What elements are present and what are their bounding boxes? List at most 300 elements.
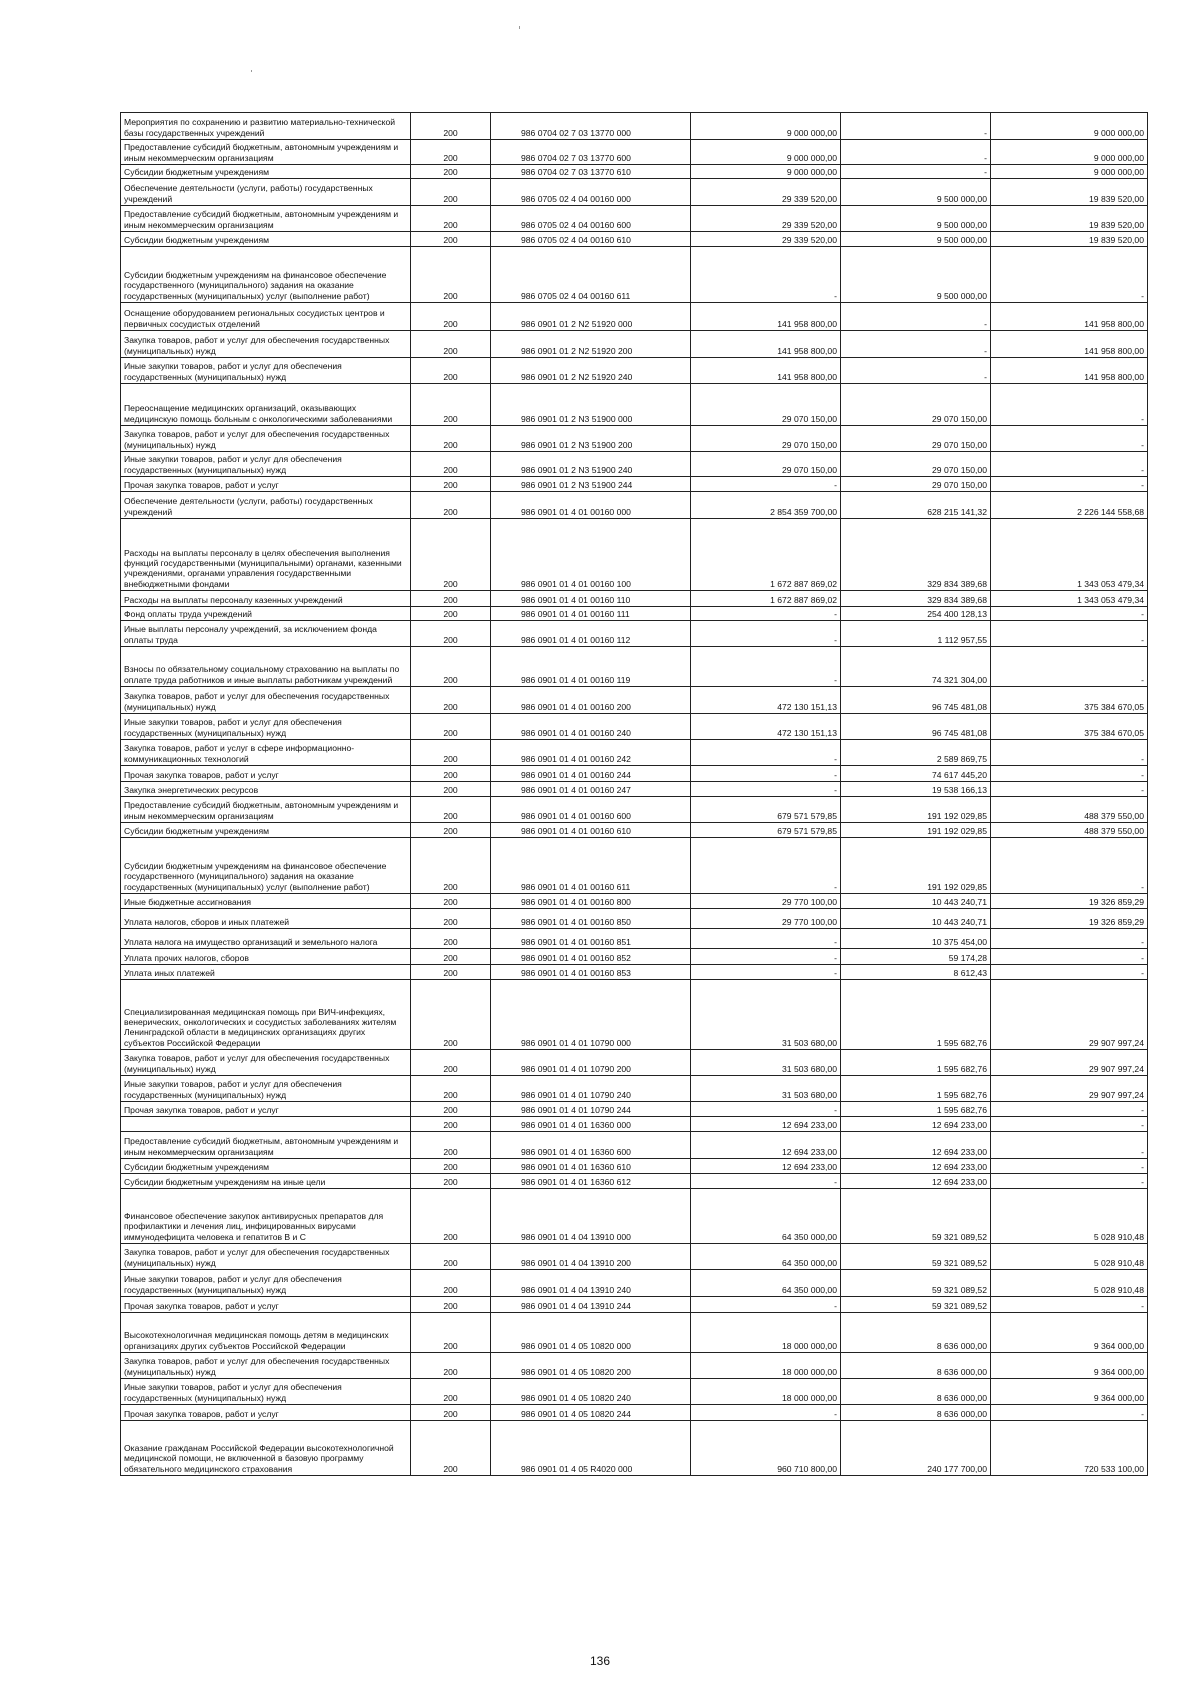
row-approved-amount-cell: 12 694 233,00 <box>691 1117 841 1132</box>
row-name-cell: Закупка товаров, работ и услуг для обеспечения государственных (муниципальных) нужд <box>121 331 411 358</box>
row-approved-amount-cell: 64 350 000,00 <box>691 1189 841 1244</box>
row-executed-amount-cell: 12 694 233,00 <box>841 1174 991 1189</box>
row-code-cell: 200 <box>411 1353 491 1379</box>
row-name-cell: Прочая закупка товаров, работ и услуг <box>121 1102 411 1117</box>
row-name-cell: Фонд оплаты труда учреждений <box>121 607 411 621</box>
row-unexecuted-amount-cell: 29 907 997,24 <box>991 1076 1148 1102</box>
table-row <box>121 358 1148 384</box>
row-code-cell: 200 <box>411 949 491 965</box>
row-unexecuted-amount-cell: 1 343 053 479,34 <box>991 591 1148 607</box>
row-executed-amount-cell: 8 636 000,00 <box>841 1379 991 1405</box>
row-unexecuted-amount-cell: 9 000 000,00 <box>991 113 1148 140</box>
row-classification-code-cell: 986 0705 02 4 04 00160 611 <box>491 247 691 303</box>
row-name-cell: Предоставление субсидий бюджетным, автономным учреждениям и иным некоммерческим организациям <box>121 797 411 823</box>
table-row <box>121 621 1148 647</box>
table-row <box>121 1405 1148 1421</box>
row-name-cell: Переоснащение медицинских организаций, оказывающих медицинскую помощь больным с онкологическими заболеваниями <box>121 384 411 426</box>
row-executed-amount-cell: 191 192 029,85 <box>841 838 991 894</box>
row-code-cell: 200 <box>411 1076 491 1102</box>
row-code-cell: 200 <box>411 384 491 426</box>
row-approved-amount-cell: - <box>691 965 841 980</box>
row-unexecuted-amount-cell: - <box>991 621 1148 647</box>
table-row <box>121 247 1148 303</box>
row-unexecuted-amount-cell: 5 028 910,48 <box>991 1270 1148 1297</box>
row-unexecuted-amount-cell: 19 326 859,29 <box>991 909 1148 929</box>
row-executed-amount-cell: 8 636 000,00 <box>841 1405 991 1421</box>
table-row <box>121 384 1148 426</box>
row-classification-code-cell: 986 0901 01 4 01 00160 119 <box>491 647 691 687</box>
table-row <box>121 206 1148 232</box>
row-classification-code-cell: 986 0705 02 4 04 00160 000 <box>491 179 691 206</box>
row-unexecuted-amount-cell: - <box>991 1159 1148 1174</box>
table-row <box>121 492 1148 519</box>
table-row <box>121 1189 1148 1244</box>
table-row <box>121 1174 1148 1189</box>
row-unexecuted-amount-cell: 5 028 910,48 <box>991 1244 1148 1270</box>
row-code-cell: 200 <box>411 140 491 165</box>
row-unexecuted-amount-cell: - <box>991 1297 1148 1313</box>
row-name-cell: Закупка товаров, работ и услуг в сфере информационно-коммуникационных технологий <box>121 740 411 766</box>
row-classification-code-cell: 986 0901 01 4 01 10790 000 <box>491 980 691 1050</box>
row-classification-code-cell: 986 0901 01 4 05 10820 244 <box>491 1405 691 1421</box>
row-code-cell: 200 <box>411 894 491 909</box>
row-approved-amount-cell: - <box>691 1102 841 1117</box>
row-approved-amount-cell: - <box>691 782 841 797</box>
row-code-cell: 200 <box>411 1313 491 1353</box>
row-code-cell: 200 <box>411 1405 491 1421</box>
row-classification-code-cell: 986 0901 01 4 01 00160 244 <box>491 766 691 782</box>
row-approved-amount-cell: 64 350 000,00 <box>691 1244 841 1270</box>
table-row <box>121 1421 1148 1476</box>
row-name-cell: Иные закупки товаров, работ и услуг для обеспечения государственных (муниципальных) нужд <box>121 714 411 740</box>
row-code-cell: 200 <box>411 1102 491 1117</box>
row-executed-amount-cell: 29 070 150,00 <box>841 426 991 452</box>
table-row <box>121 797 1148 823</box>
table-row <box>121 519 1148 591</box>
row-approved-amount-cell: 29 070 150,00 <box>691 384 841 426</box>
row-classification-code-cell: 986 0901 01 4 01 00160 850 <box>491 909 691 929</box>
row-executed-amount-cell: 628 215 141,32 <box>841 492 991 519</box>
row-unexecuted-amount-cell: 5 028 910,48 <box>991 1189 1148 1244</box>
row-code-cell: 200 <box>411 331 491 358</box>
row-approved-amount-cell: 18 000 000,00 <box>691 1353 841 1379</box>
row-classification-code-cell: 986 0901 01 2 N2 51920 200 <box>491 331 691 358</box>
row-unexecuted-amount-cell: 9 000 000,00 <box>991 165 1148 179</box>
row-classification-code-cell: 986 0901 01 4 01 00160 853 <box>491 965 691 980</box>
row-unexecuted-amount-cell: - <box>991 965 1148 980</box>
table-row <box>121 838 1148 894</box>
row-approved-amount-cell: 9 000 000,00 <box>691 165 841 179</box>
row-approved-amount-cell: 679 571 579,85 <box>691 797 841 823</box>
row-unexecuted-amount-cell: 488 379 550,00 <box>991 797 1148 823</box>
row-classification-code-cell: 986 0901 01 4 01 00160 611 <box>491 838 691 894</box>
budget-execution-table <box>120 112 1148 1476</box>
row-approved-amount-cell: - <box>691 621 841 647</box>
row-unexecuted-amount-cell: 19 839 520,00 <box>991 179 1148 206</box>
row-unexecuted-amount-cell: 141 958 800,00 <box>991 331 1148 358</box>
table-row <box>121 179 1148 206</box>
row-unexecuted-amount-cell: 19 839 520,00 <box>991 206 1148 232</box>
row-classification-code-cell: 986 0901 01 4 01 10790 200 <box>491 1050 691 1076</box>
table-row <box>121 894 1148 909</box>
row-unexecuted-amount-cell: - <box>991 740 1148 766</box>
row-code-cell: 200 <box>411 1297 491 1313</box>
row-name-cell: Закупка товаров, работ и услуг для обеспечения государственных (муниципальных) нужд <box>121 1244 411 1270</box>
row-name-cell: Прочая закупка товаров, работ и услуг <box>121 477 411 492</box>
row-name-cell: Закупка товаров, работ и услуг для обеспечения государственных (муниципальных) нужд <box>121 1050 411 1076</box>
row-approved-amount-cell: 141 958 800,00 <box>691 331 841 358</box>
row-unexecuted-amount-cell: 375 384 670,05 <box>991 714 1148 740</box>
row-name-cell: Субсидии бюджетным учреждениям <box>121 1159 411 1174</box>
row-unexecuted-amount-cell: 375 384 670,05 <box>991 687 1148 714</box>
table-row <box>121 980 1148 1050</box>
row-name-cell: Субсидии бюджетным учреждениям <box>121 165 411 179</box>
row-executed-amount-cell: - <box>841 165 991 179</box>
row-approved-amount-cell: 12 694 233,00 <box>691 1132 841 1159</box>
row-name-cell: Взносы по обязательному социальному страхованию на выплаты по оплате труда работников и иные выплаты работникам учреждений <box>121 647 411 687</box>
row-executed-amount-cell: 191 192 029,85 <box>841 797 991 823</box>
row-unexecuted-amount-cell: - <box>991 452 1148 477</box>
row-classification-code-cell: 986 0901 01 4 04 13910 200 <box>491 1244 691 1270</box>
row-code-cell: 200 <box>411 687 491 714</box>
row-unexecuted-amount-cell: - <box>991 384 1148 426</box>
row-name-cell: Иные бюджетные ассигнования <box>121 894 411 909</box>
row-classification-code-cell: 986 0704 02 7 03 13770 610 <box>491 165 691 179</box>
row-code-cell: 200 <box>411 1270 491 1297</box>
row-name-cell: Оказание гражданам Российской Федерации высокотехнологичной медицинской помощи, не включенной в базовую программу обязательного медицинского страхования <box>121 1421 411 1476</box>
row-executed-amount-cell: 1 595 682,76 <box>841 1102 991 1117</box>
row-approved-amount-cell: 2 854 359 700,00 <box>691 492 841 519</box>
row-unexecuted-amount-cell: - <box>991 607 1148 621</box>
row-classification-code-cell: 986 0901 01 4 05 10820 240 <box>491 1379 691 1405</box>
row-unexecuted-amount-cell: - <box>991 949 1148 965</box>
row-unexecuted-amount-cell: 9 000 000,00 <box>991 140 1148 165</box>
row-executed-amount-cell: 12 694 233,00 <box>841 1159 991 1174</box>
row-code-cell: 200 <box>411 358 491 384</box>
row-name-cell: Субсидии бюджетным учреждениям на иные цели <box>121 1174 411 1189</box>
table-row <box>121 591 1148 607</box>
row-name-cell: Прочая закупка товаров, работ и услуг <box>121 766 411 782</box>
row-executed-amount-cell: 10 443 240,71 <box>841 909 991 929</box>
row-approved-amount-cell: 31 503 680,00 <box>691 1076 841 1102</box>
row-unexecuted-amount-cell: - <box>991 1174 1148 1189</box>
row-unexecuted-amount-cell: 488 379 550,00 <box>991 823 1148 838</box>
row-approved-amount-cell: - <box>691 949 841 965</box>
row-approved-amount-cell: 64 350 000,00 <box>691 1270 841 1297</box>
row-unexecuted-amount-cell: 9 364 000,00 <box>991 1353 1148 1379</box>
row-classification-code-cell: 986 0704 02 7 03 13770 600 <box>491 140 691 165</box>
row-approved-amount-cell: - <box>691 929 841 949</box>
row-name-cell: Субсидии бюджетным учреждениям на финансовое обеспечение государственного (муниципального) задания на оказание государственных (муниципальных) услуг (выполнение работ) <box>121 838 411 894</box>
row-name-cell: Уплата налога на имущество организаций и земельного налога <box>121 929 411 949</box>
row-approved-amount-cell: - <box>691 838 841 894</box>
row-executed-amount-cell: 12 694 233,00 <box>841 1117 991 1132</box>
row-name-cell: Финансовое обеспечение закупок антивирусных препаратов для профилактики и лечения лиц, инфицированных вирусами иммунодефицита человека и гепатитов В и С <box>121 1189 411 1244</box>
table-row <box>121 1076 1148 1102</box>
table-row <box>121 1313 1148 1353</box>
row-name-cell: Обеспечение деятельности (услуги, работы) государственных учреждений <box>121 179 411 206</box>
table-row <box>121 452 1148 477</box>
row-unexecuted-amount-cell: - <box>991 426 1148 452</box>
row-approved-amount-cell: 31 503 680,00 <box>691 980 841 1050</box>
row-executed-amount-cell: 29 070 150,00 <box>841 384 991 426</box>
row-classification-code-cell: 986 0901 01 2 N3 51900 200 <box>491 426 691 452</box>
table-row <box>121 607 1148 621</box>
table-row <box>121 331 1148 358</box>
row-executed-amount-cell: - <box>841 113 991 140</box>
row-name-cell: Субсидии бюджетным учреждениям на финансовое обеспечение государственного (муниципального) задания на оказание государственных (муниципальных) услуг (выполнение работ) <box>121 247 411 303</box>
row-code-cell: 200 <box>411 647 491 687</box>
row-name-cell: Иные выплаты персоналу учреждений, за исключением фонда оплаты труда <box>121 621 411 647</box>
table-row <box>121 232 1148 247</box>
table-row <box>121 1244 1148 1270</box>
table-row <box>121 1159 1148 1174</box>
row-approved-amount-cell: 29 770 100,00 <box>691 909 841 929</box>
row-executed-amount-cell: 8 636 000,00 <box>841 1353 991 1379</box>
row-name-cell <box>121 1117 411 1132</box>
row-unexecuted-amount-cell: 141 958 800,00 <box>991 358 1148 384</box>
page-number: 136 <box>589 1654 611 1668</box>
table-row <box>121 1270 1148 1297</box>
row-approved-amount-cell: - <box>691 766 841 782</box>
row-code-cell: 200 <box>411 1159 491 1174</box>
row-unexecuted-amount-cell: - <box>991 647 1148 687</box>
row-executed-amount-cell: - <box>841 331 991 358</box>
row-executed-amount-cell: 2 589 869,75 <box>841 740 991 766</box>
row-unexecuted-amount-cell: - <box>991 766 1148 782</box>
row-name-cell: Иные закупки товаров, работ и услуг для обеспечения государственных (муниципальных) нужд <box>121 358 411 384</box>
row-executed-amount-cell: 10 375 454,00 <box>841 929 991 949</box>
row-code-cell: 200 <box>411 714 491 740</box>
row-executed-amount-cell: 59 321 089,52 <box>841 1244 991 1270</box>
row-name-cell: Субсидии бюджетным учреждениям <box>121 232 411 247</box>
table-row <box>121 1379 1148 1405</box>
row-executed-amount-cell: - <box>841 140 991 165</box>
row-approved-amount-cell: - <box>691 1405 841 1421</box>
row-code-cell: 200 <box>411 477 491 492</box>
table-row <box>121 949 1148 965</box>
table-row <box>121 687 1148 714</box>
row-code-cell: 200 <box>411 165 491 179</box>
table-row <box>121 1297 1148 1313</box>
row-unexecuted-amount-cell: 720 533 100,00 <box>991 1421 1148 1476</box>
row-classification-code-cell: 986 0901 01 4 01 10790 240 <box>491 1076 691 1102</box>
row-approved-amount-cell: 29 770 100,00 <box>691 894 841 909</box>
row-approved-amount-cell: 12 694 233,00 <box>691 1159 841 1174</box>
row-classification-code-cell: 986 0901 01 2 N3 51900 000 <box>491 384 691 426</box>
row-name-cell: Прочая закупка товаров, работ и услуг <box>121 1405 411 1421</box>
row-code-cell: 200 <box>411 1421 491 1476</box>
row-code-cell: 200 <box>411 1244 491 1270</box>
row-approved-amount-cell: 960 710 800,00 <box>691 1421 841 1476</box>
row-code-cell: 200 <box>411 621 491 647</box>
row-code-cell: 200 <box>411 740 491 766</box>
row-code-cell: 200 <box>411 492 491 519</box>
row-code-cell: 200 <box>411 823 491 838</box>
row-approved-amount-cell: 29 339 520,00 <box>691 232 841 247</box>
row-approved-amount-cell: 141 958 800,00 <box>691 358 841 384</box>
row-executed-amount-cell: 9 500 000,00 <box>841 179 991 206</box>
table-body <box>121 113 1148 1476</box>
row-code-cell: 200 <box>411 965 491 980</box>
row-code-cell: 200 <box>411 519 491 591</box>
row-name-cell: Иные закупки товаров, работ и услуг для обеспечения государственных (муниципальных) нужд <box>121 1076 411 1102</box>
table-row <box>121 909 1148 929</box>
row-name-cell: Расходы на выплаты персоналу казенных учреждений <box>121 591 411 607</box>
row-classification-code-cell: 986 0901 01 4 04 13910 240 <box>491 1270 691 1297</box>
table-row <box>121 965 1148 980</box>
row-name-cell: Закупка товаров, работ и услуг для обеспечения государственных (муниципальных) нужд <box>121 1353 411 1379</box>
row-classification-code-cell: 986 0901 01 4 01 00160 610 <box>491 823 691 838</box>
row-code-cell: 200 <box>411 980 491 1050</box>
row-unexecuted-amount-cell: 2 226 144 558,68 <box>991 492 1148 519</box>
row-unexecuted-amount-cell: 29 907 997,24 <box>991 980 1148 1050</box>
row-classification-code-cell: 986 0901 01 2 N3 51900 244 <box>491 477 691 492</box>
row-name-cell: Высокотехнологичная медицинская помощь детям в медицинских организациях других субъектов Российской Федерации <box>121 1313 411 1353</box>
row-name-cell: Закупка товаров, работ и услуг для обеспечения государственных (муниципальных) нужд <box>121 426 411 452</box>
row-code-cell: 200 <box>411 838 491 894</box>
row-executed-amount-cell: 254 400 128,13 <box>841 607 991 621</box>
row-executed-amount-cell: 74 617 445,20 <box>841 766 991 782</box>
row-approved-amount-cell: - <box>691 1174 841 1189</box>
row-executed-amount-cell: 8 636 000,00 <box>841 1313 991 1353</box>
row-code-cell: 200 <box>411 1379 491 1405</box>
row-executed-amount-cell: 10 443 240,71 <box>841 894 991 909</box>
row-unexecuted-amount-cell: 29 907 997,24 <box>991 1050 1148 1076</box>
table-row <box>121 1102 1148 1117</box>
row-classification-code-cell: 986 0901 01 4 01 00160 242 <box>491 740 691 766</box>
row-code-cell: 200 <box>411 591 491 607</box>
row-name-cell: Предоставление субсидий бюджетным, автономным учреждениям и иным некоммерческим организациям <box>121 1132 411 1159</box>
row-executed-amount-cell: 9 500 000,00 <box>841 232 991 247</box>
row-approved-amount-cell: 18 000 000,00 <box>691 1313 841 1353</box>
row-code-cell: 200 <box>411 206 491 232</box>
row-executed-amount-cell: 96 745 481,08 <box>841 687 991 714</box>
row-executed-amount-cell: 29 070 150,00 <box>841 452 991 477</box>
row-classification-code-cell: 986 0901 01 4 01 00160 800 <box>491 894 691 909</box>
table-row <box>121 303 1148 331</box>
row-code-cell: 200 <box>411 797 491 823</box>
row-name-cell: Специализированная медицинская помощь при ВИЧ-инфекциях, венерических, онкологических и сосудистых заболеваниях жителям Ленинградской области в медицинских организациях других субъектов Российской Федерации <box>121 980 411 1050</box>
row-name-cell: Иные закупки товаров, работ и услуг для обеспечения государственных (муниципальных) нужд <box>121 452 411 477</box>
row-unexecuted-amount-cell: - <box>991 247 1148 303</box>
row-approved-amount-cell: 472 130 151,13 <box>691 714 841 740</box>
row-name-cell: Иные закупки товаров, работ и услуг для обеспечения государственных (муниципальных) нужд <box>121 1379 411 1405</box>
row-code-cell: 200 <box>411 452 491 477</box>
row-classification-code-cell: 986 0901 01 4 01 10790 244 <box>491 1102 691 1117</box>
table-row <box>121 782 1148 797</box>
row-approved-amount-cell: 29 070 150,00 <box>691 426 841 452</box>
row-unexecuted-amount-cell: - <box>991 1132 1148 1159</box>
row-classification-code-cell: 986 0901 01 4 01 00160 100 <box>491 519 691 591</box>
table-row <box>121 766 1148 782</box>
row-executed-amount-cell: 1 112 957,55 <box>841 621 991 647</box>
row-approved-amount-cell: - <box>691 607 841 621</box>
row-unexecuted-amount-cell: - <box>991 1117 1148 1132</box>
row-code-cell: 200 <box>411 909 491 929</box>
row-approved-amount-cell: - <box>691 247 841 303</box>
row-approved-amount-cell: 29 339 520,00 <box>691 206 841 232</box>
scan-speck <box>519 26 520 29</box>
row-executed-amount-cell: 59 321 089,52 <box>841 1189 991 1244</box>
row-approved-amount-cell: 29 070 150,00 <box>691 452 841 477</box>
row-name-cell: Уплата прочих налогов, сборов <box>121 949 411 965</box>
row-classification-code-cell: 986 0901 01 4 01 16360 600 <box>491 1132 691 1159</box>
table-row <box>121 140 1148 165</box>
row-unexecuted-amount-cell: 19 839 520,00 <box>991 232 1148 247</box>
row-unexecuted-amount-cell: 141 958 800,00 <box>991 303 1148 331</box>
row-name-cell: Предоставление субсидий бюджетным, автономным учреждениям и иным некоммерческим организациям <box>121 140 411 165</box>
row-classification-code-cell: 986 0901 01 2 N2 51920 240 <box>491 358 691 384</box>
row-unexecuted-amount-cell: - <box>991 1102 1148 1117</box>
row-approved-amount-cell: - <box>691 1297 841 1313</box>
row-classification-code-cell: 986 0901 01 4 01 16360 612 <box>491 1174 691 1189</box>
row-classification-code-cell: 986 0901 01 4 01 00160 112 <box>491 621 691 647</box>
row-classification-code-cell: 986 0901 01 4 04 13910 000 <box>491 1189 691 1244</box>
row-approved-amount-cell: - <box>691 740 841 766</box>
row-classification-code-cell: 986 0704 02 7 03 13770 000 <box>491 113 691 140</box>
row-name-cell: Расходы на выплаты персоналу в целях обеспечения выполнения функций государственными (муниципальными) органами, казенными учреждениями, органами управления государственными внебюджетными фондами <box>121 519 411 591</box>
row-unexecuted-amount-cell: 1 343 053 479,34 <box>991 519 1148 591</box>
row-name-cell: Мероприятия по сохранению и развитию материально-технической базы государственных учреждений <box>121 113 411 140</box>
row-approved-amount-cell: 29 339 520,00 <box>691 179 841 206</box>
row-code-cell: 200 <box>411 426 491 452</box>
row-executed-amount-cell: 191 192 029,85 <box>841 823 991 838</box>
row-code-cell: 200 <box>411 1117 491 1132</box>
row-classification-code-cell: 986 0901 01 4 01 00160 111 <box>491 607 691 621</box>
row-approved-amount-cell: 1 672 887 869,02 <box>691 591 841 607</box>
row-code-cell: 200 <box>411 1132 491 1159</box>
row-unexecuted-amount-cell: - <box>991 929 1148 949</box>
table-row <box>121 714 1148 740</box>
row-code-cell: 200 <box>411 607 491 621</box>
row-code-cell: 200 <box>411 766 491 782</box>
row-code-cell: 200 <box>411 113 491 140</box>
row-name-cell: Уплата иных платежей <box>121 965 411 980</box>
row-unexecuted-amount-cell: 9 364 000,00 <box>991 1313 1148 1353</box>
row-executed-amount-cell: 74 321 304,00 <box>841 647 991 687</box>
table-row <box>121 1050 1148 1076</box>
scan-speck <box>251 70 252 72</box>
row-classification-code-cell: 986 0901 01 4 01 00160 240 <box>491 714 691 740</box>
row-executed-amount-cell: 59 321 089,52 <box>841 1270 991 1297</box>
row-name-cell: Прочая закупка товаров, работ и услуг <box>121 1297 411 1313</box>
row-classification-code-cell: 986 0901 01 4 01 00160 200 <box>491 687 691 714</box>
row-executed-amount-cell: 329 834 389,68 <box>841 591 991 607</box>
row-executed-amount-cell: 19 538 166,13 <box>841 782 991 797</box>
row-classification-code-cell: 986 0901 01 2 N3 51900 240 <box>491 452 691 477</box>
row-approved-amount-cell: 18 000 000,00 <box>691 1379 841 1405</box>
row-approved-amount-cell: - <box>691 647 841 687</box>
row-executed-amount-cell: 1 595 682,76 <box>841 980 991 1050</box>
row-executed-amount-cell: 59 174,28 <box>841 949 991 965</box>
row-classification-code-cell: 986 0901 01 4 01 16360 000 <box>491 1117 691 1132</box>
row-executed-amount-cell: 329 834 389,68 <box>841 519 991 591</box>
row-executed-amount-cell: 96 745 481,08 <box>841 714 991 740</box>
row-classification-code-cell: 986 0901 01 4 05 10820 000 <box>491 1313 691 1353</box>
row-code-cell: 200 <box>411 1174 491 1189</box>
row-approved-amount-cell: 1 672 887 869,02 <box>691 519 841 591</box>
row-executed-amount-cell: 8 612,43 <box>841 965 991 980</box>
row-classification-code-cell: 986 0901 01 4 01 16360 610 <box>491 1159 691 1174</box>
row-approved-amount-cell: - <box>691 477 841 492</box>
row-code-cell: 200 <box>411 247 491 303</box>
row-code-cell: 200 <box>411 303 491 331</box>
row-classification-code-cell: 986 0901 01 4 01 00160 110 <box>491 591 691 607</box>
row-code-cell: 200 <box>411 1050 491 1076</box>
row-classification-code-cell: 986 0901 01 4 05 10820 200 <box>491 1353 691 1379</box>
row-unexecuted-amount-cell: - <box>991 1405 1148 1421</box>
